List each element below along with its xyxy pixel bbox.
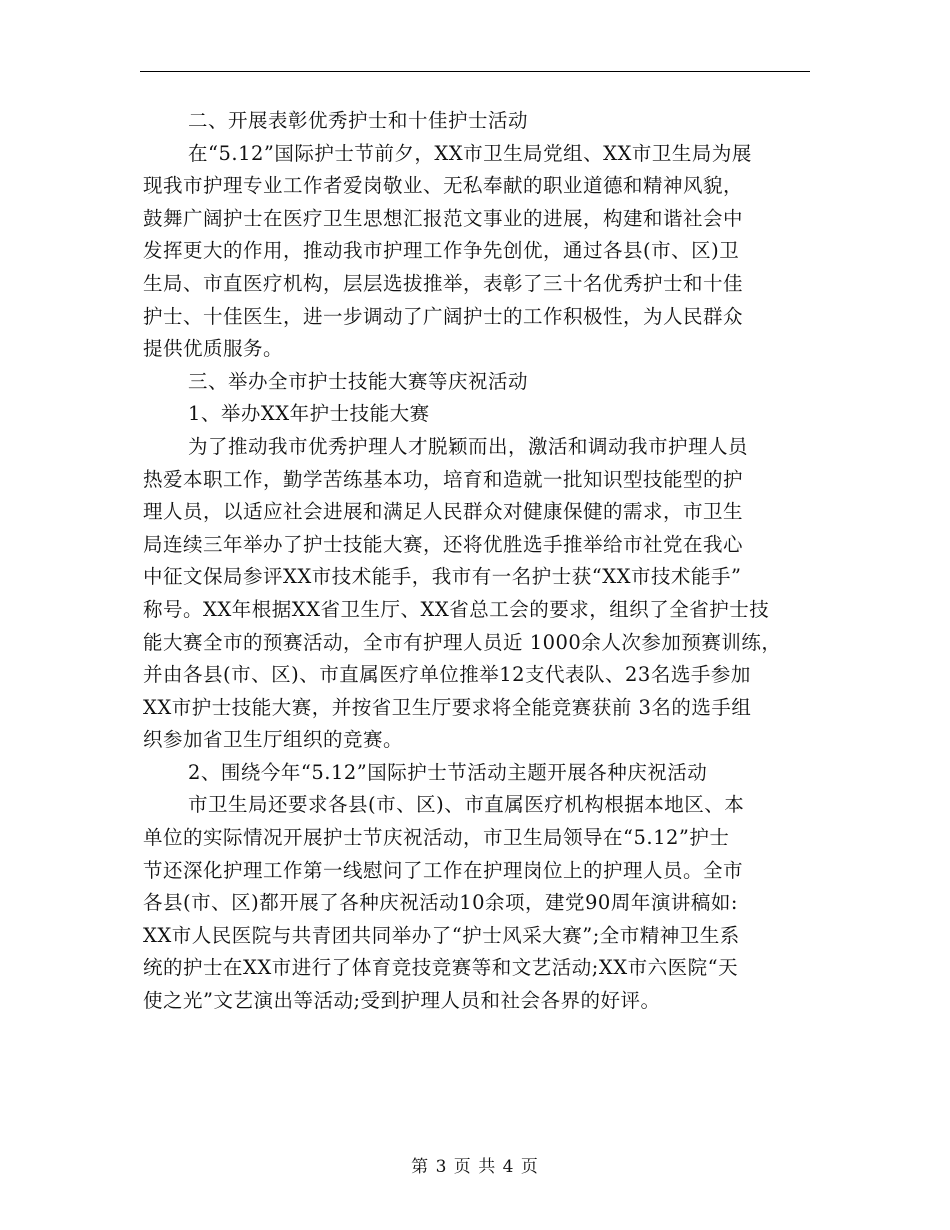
text-line: 现我市护理专业工作者爱岗敬业、无私奉献的职业道德和精神风貌， bbox=[143, 174, 744, 198]
text-line: 发挥更大的作用，推动我市护理工作争先创优，通过各县(市、区)卫 bbox=[143, 239, 740, 263]
header-rule bbox=[140, 71, 810, 72]
text-line: 1、举办XX年护士技能大赛 bbox=[188, 402, 430, 426]
text-line: 并由各县(市、区)、市直属医疗单位推举12支代表队、23名选手参加 bbox=[143, 663, 751, 687]
text-line: 局连续三年举办了护士技能大赛，还将优胜选手推举给市社党在我心 bbox=[143, 532, 744, 556]
document-body bbox=[143, 105, 823, 1018]
text-line: 理人员，以适应社会进展和满足人民群众对健康保健的需求，市卫生 bbox=[143, 500, 744, 524]
text-line: XX市人民医院与共青团共同举办了“护士风采大赛”;全市精神卫生系 bbox=[143, 923, 740, 947]
text-line: 在“5.12”国际护士节前夕，XX市卫生局党组、XX市卫生局为展 bbox=[188, 141, 752, 165]
text-line: 单位的实际情况开展护士节庆祝活动，市卫生局领导在“5.12”护士 bbox=[143, 826, 730, 850]
text-line: 称号。XX年根据XX省卫生厅、XX省总工会的要求，组织了全省护士技 bbox=[143, 597, 770, 621]
text-line: 鼓舞广阔护士在医疗卫生思想汇报范文事业的进展，构建和谐社会中 bbox=[143, 206, 744, 230]
text-line: 中征文保局参评XX市技术能手，我市有一名护士获“XX市技术能手” bbox=[143, 565, 742, 589]
text-line: 统的护士在XX市进行了体育竞技竞赛等和文艺活动;XX市六医院“天 bbox=[143, 956, 739, 980]
text-line: 使之光”文艺演出等活动;受到护理人员和社会各界的好评。 bbox=[143, 989, 661, 1013]
text-line: 能大赛全市的预赛活动，全市有护理人员近 1000余人次参加预赛训练， bbox=[143, 630, 782, 654]
page-number: 第 3 页 共 4 页 bbox=[411, 1157, 539, 1177]
text-line: 热爱本职工作，勤学苦练基本功，培育和造就一批知识型技能型的护 bbox=[143, 467, 744, 491]
text-line: 三、举办全市护士技能大赛等庆祝活动 bbox=[188, 369, 529, 393]
text-line: 各县(市、区)都开展了各种庆祝活动10余项，建党90周年演讲稿如: bbox=[143, 891, 738, 915]
text-line: 2、围绕今年“5.12”国际护士节活动主题开展各种庆祝活动 bbox=[188, 760, 708, 784]
text-line: 织参加省卫生厅组织的竞赛。 bbox=[143, 728, 404, 752]
text-line: 为了推动我市优秀护理人才脱颖而出，激活和调动我市护理人员 bbox=[188, 434, 749, 458]
text-line: 节还深化护理工作第一线慰问了工作在护理岗位上的护理人员。全市 bbox=[143, 858, 744, 882]
text-line: 二、开展表彰优秀护士和十佳护士活动 bbox=[188, 109, 529, 132]
text-line: 生局、市直医疗机构，层层选拔推举，表彰了三十名优秀护士和十佳 bbox=[143, 271, 744, 295]
text-line: 提供优质服务。 bbox=[143, 337, 284, 361]
text-line: 护士、十佳医生，进一步调动了广阔护士的工作积极性，为人民群众 bbox=[143, 304, 744, 328]
text-line: 市卫生局还要求各县(市、区)、市直属医疗机构根据本地区、本 bbox=[188, 793, 745, 817]
text-line: XX市护士技能大赛，并按省卫生厅要求将全能竞赛获前 3名的选手组 bbox=[143, 695, 752, 719]
